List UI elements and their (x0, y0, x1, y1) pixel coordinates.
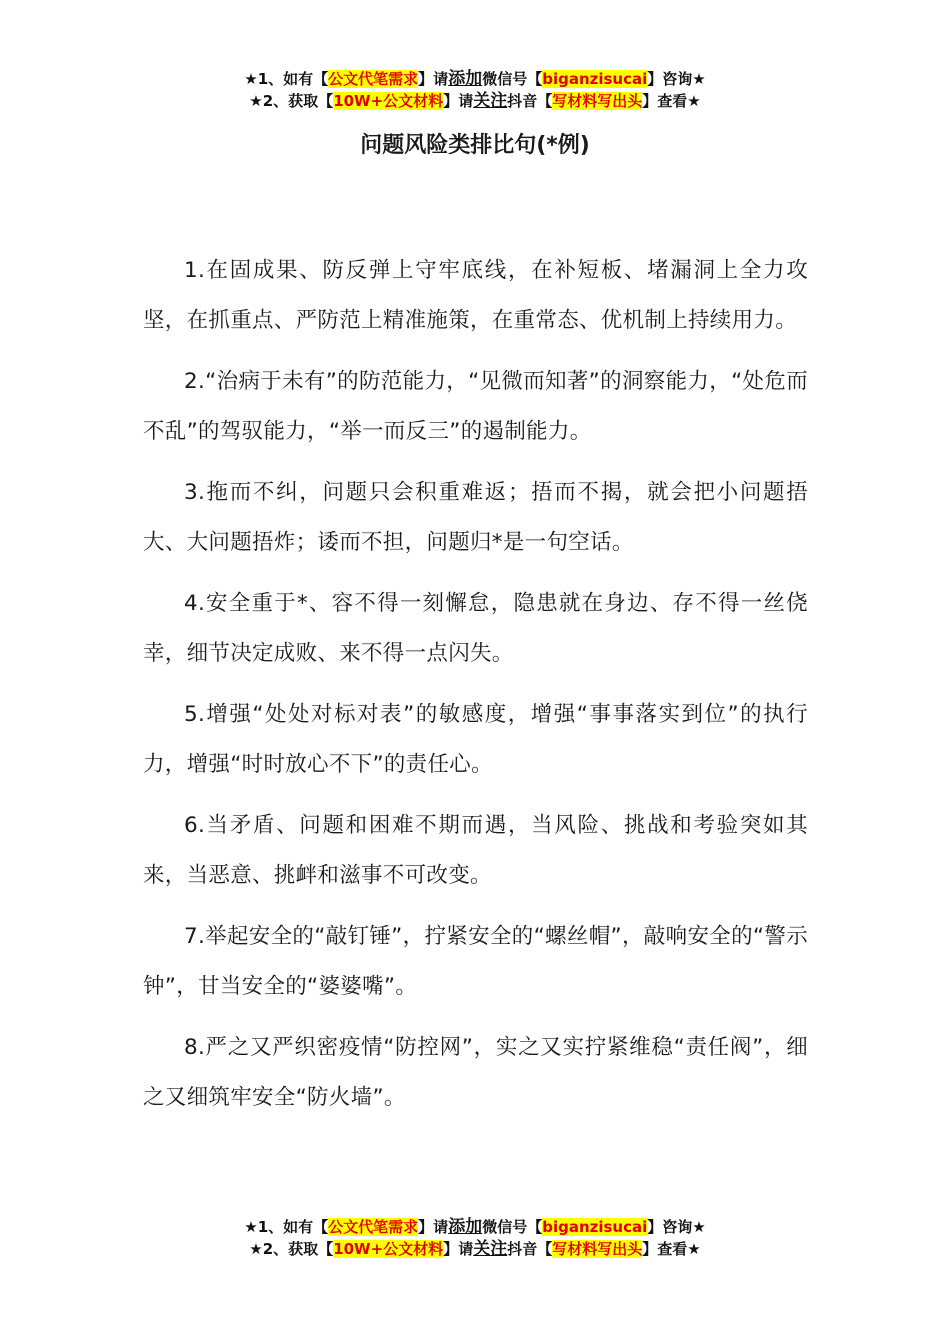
promo-highlight-wechat: biganzisucai (542, 1218, 648, 1236)
promo-text: 微信号【 (482, 70, 543, 88)
promo-text: ★1、如有【 (244, 70, 329, 88)
document-title: 问题风险类排比句(*例) (360, 133, 590, 158)
promo-emphasis: 添加 (448, 69, 483, 89)
promo-highlight: 公文代笔需求 (328, 1218, 419, 1236)
paragraph-4: 4.安全重于*、容不得一刻懈怠，隐患就在身边、存不得一丝侥幸，细节决定成败、来不得一点闪失。 (143, 591, 808, 666)
promo-text: 】请 (418, 70, 449, 88)
promo-text: 】请 (443, 92, 474, 110)
paragraph-8: 8.严之又严织密疫情“防控网”，实之又实拧紧维稳“责任阀”，细之又细筑牢安全“防火墙”。 (143, 1035, 808, 1110)
promo-highlight-wechat: biganzisucai (542, 70, 648, 88)
bottom-promo-banner (0, 1216, 950, 1260)
paragraph-5: 5.增强“处处对标对表”的敏感度，增强“事事落实到位”的执行力，增强“时时放心不下”的责任心。 (143, 702, 808, 777)
promo-text: 】查看★ (642, 1240, 701, 1258)
promo-text: 】咨询★ (647, 70, 706, 88)
paragraph-6: 6.当矛盾、问题和困难不期而遇，当风险、挑战和考验突如其来，当恶意、挑衅和滋事不可改变。 (143, 813, 808, 888)
document-body (143, 246, 808, 1134)
promo-highlight-douyin: 写材料写出头 (552, 92, 643, 110)
promo-emphasis: 关注 (473, 91, 508, 111)
promo-text: 微信号【 (482, 1218, 543, 1236)
promo-text: 抖音【 (507, 92, 553, 110)
paragraph-3: 3.拖而不纠，问题只会积重难返；捂而不揭，就会把小问题捂大、大问题捂炸；诿而不担，问题归*是一句空话。 (143, 480, 808, 555)
promo-text: 】查看★ (642, 92, 701, 110)
promo-highlight: 10W+公文材料 (333, 1240, 444, 1258)
paragraph-2: 2.“治病于未有”的防范能力，“见微而知著”的洞察能力，“处危而不乱”的驾驭能力，“举一而反三”的遏制能力。 (143, 369, 808, 444)
promo-text: ★1、如有【 (244, 1218, 329, 1236)
promo-highlight: 10W+公文材料 (333, 92, 444, 110)
promo-emphasis: 关注 (473, 1239, 508, 1259)
promo-text: ★2、获取【 (249, 92, 334, 110)
promo-emphasis: 添加 (448, 1217, 483, 1237)
promo-line-1 (0, 68, 950, 90)
promo-text: 抖音【 (507, 1240, 553, 1258)
paragraph-1: 1.在固成果、防反弹上守牢底线，在补短板、堵漏洞上全力攻坚，在抓重点、严防范上精准施策，在重常态、优机制上持续用力。 (143, 258, 808, 333)
paragraph-7: 7.举起安全的“敲钉锤”，拧紧安全的“螺丝帽”，敲响安全的“警示钟”，甘当安全的“婆婆嘴”。 (143, 924, 808, 999)
promo-highlight: 公文代笔需求 (328, 70, 419, 88)
promo-text: ★2、获取【 (249, 1240, 334, 1258)
promo-text: 】请 (443, 1240, 474, 1258)
promo-line-2 (0, 90, 950, 112)
promo-text: 】咨询★ (647, 1218, 706, 1236)
promo-text: 】请 (418, 1218, 449, 1236)
top-promo-banner (0, 68, 950, 112)
promo-line-1 (0, 1216, 950, 1238)
promo-line-2 (0, 1238, 950, 1260)
promo-highlight-douyin: 写材料写出头 (552, 1240, 643, 1258)
